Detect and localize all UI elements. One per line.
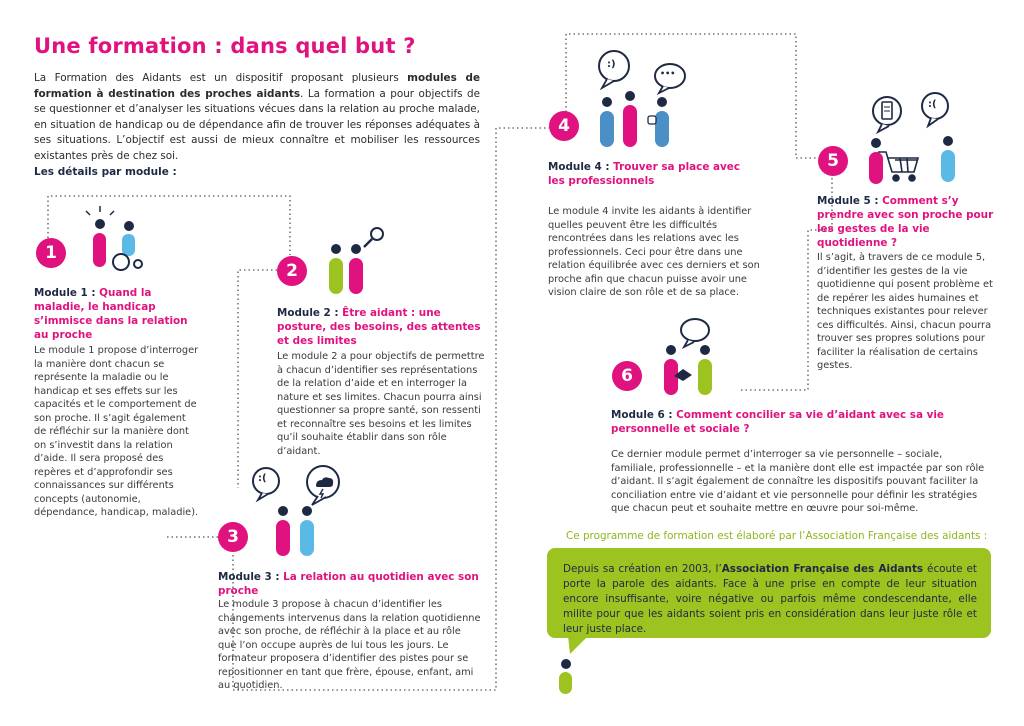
module1-title: Quand la maladie, le handicap s’immisce dans la relation au proche [34,287,188,341]
module5-illustration [869,93,955,184]
aidant-figure [559,636,588,694]
module3-label: Module 3 : [218,571,280,583]
module4-bubble-right-text: ••• [660,69,676,78]
module1-body: Le module 1 propose d’interroger la manière dont chacun se représente la maladie ou le handicap et ses effets sur les capacités et le comportement de son proche. Il s’agit également de réfléchir sur la manière dont on s’investit dans la relation d’aide. Il sera proposé des repères et d’approfondir ses connaissances sur différents concepts (autonomie, dépendance, handicap, maladie). [34,345,199,518]
association-text [563,562,977,637]
module1-number: 1 [36,238,66,268]
intro-text-2: . La formation a pour objectifs de se questionner et d’analyser les situations vécues dans la relation au proche malade, en situation de handicap ou de dépendance afin de trouver les réponses adéquates à ses situations. L’objectif est aussi de mieux connaître et mobiliser les ressources existantes près de chez soi. [34,87,480,162]
module2-title: Être aidant : une posture, des besoins, des attentes et des limites [277,307,481,347]
module6-title: Comment concilier sa vie d’aidant avec sa vie personnelle et sociale ? [611,409,944,435]
module1-heading [34,286,194,342]
module2-body: Le module 2 a pour objectifs de permettre à chacun d’identifier ses représentations de la relation d’aide et en interroger la nature et ses limites. Chacun pourra ainsi questionner sa propre santé, son ressenti et reconnaître ses besoins et les limites qu’il souhaite établir dans son rôle d’aidant. [277,351,485,457]
programme-line: Ce programme de formation est élaboré par l’Association Française des aidants : [566,530,988,542]
module3-heading [218,570,488,598]
module5-title: Comment s’y prendre avec son proche pour les gestes de la vie quotidienne ? [817,195,994,249]
module4-heading [548,160,748,188]
page-title: Une formation : dans quel but ? [34,34,416,58]
module5-bubble-text: :( [928,99,937,110]
module4-title: Trouver sa place avec les professionnels [548,161,740,187]
cart-icon [878,152,918,181]
association-text-2: écoute et porte la parole des aidants. Face à une prise en compte de leur situation encore insuffisante, voire négative ou parfois même condescendante, elle milite pour que les aidants soient pris en considération dans leur juste rôle et leur juste place. [563,563,977,635]
module4-label: Module 4 : [548,161,610,173]
module3-title: La relation au quotidien avec son proche [218,571,479,597]
module6-heading [611,408,981,436]
module4-body: Le module 4 invite les aidants à identifier quelles peuvent être les difficultés rencontrées dans les relations avec les professionnels. Ceci pour être dans une relation équilibrée avec ces derniers et son proche afin que chacun puisse avoir une vision claire de son rôle et de sa place. [548,206,760,298]
module2-illustration [329,228,383,294]
intro-paragraph [34,71,480,165]
module2-number: 2 [277,256,307,286]
module3-bubble-text: :( [258,473,267,484]
intro-bold: modules de formation à destination des proches aidants [34,72,480,100]
association-name: Association Française des Aidants [721,563,924,575]
connector-2-3-upper [238,270,277,488]
association-text-1: Depuis sa création en 2003, l’ [563,563,722,575]
intro-text-1: La Formation des Aidants est un dispositif proposant plusieurs [34,72,408,84]
module3-body: Le module 3 propose à chacun d’identifier les changements intervenus dans la relation quotidienne avec son proche, de réfléchir à la place et au rôle que l’on occupe auprès de lui tous les jours. Le formateur proposera d’identifier des pistes pour se repositionner en tant que frère, épouse, enfant, ami au quotidien. [218,599,481,691]
module1-label: Module 1 : [34,287,96,299]
module5-label: Module 5 : [817,195,879,207]
module5-number: 5 [818,146,848,176]
module6-label: Module 6 : [611,409,673,421]
module3-number: 3 [218,522,248,552]
module4-bubble-left-text: :) [607,59,616,70]
module2-label: Module 2 : [277,307,339,319]
module5-body: Il s’agit, à travers de ce module 5, d’identifier les gestes de la vie quotidienne qui posent problème et de repérer les aides humaines et techniques existantes pour relever ces difficultés. Ainsi, chacun pourra trouver ses propres solutions pour faciliter la réalisation de certains gestes. [817,252,993,371]
module2-heading [277,306,487,348]
details-heading: Les détails par module : [34,166,177,178]
module4-number: 4 [549,111,579,141]
module6-number: 6 [612,361,642,391]
module5-heading [817,194,995,250]
module1-illustration [86,206,142,270]
module6-body: Ce dernier module permet d’interroger sa vie personnelle – sociale, familiale, professionnelle – et la manière dont elle est impactée par son rôle d’aidant. Il s’agit également de connaître les dispositifs pouvant faciliter la conciliation entre vie d’aidant et vie personnelle pour définir les stratégies que chacun peut et souhaite mettre en œuvre pour soi-même. [611,449,985,514]
association-box [547,548,991,638]
connector-1-2 [48,196,290,255]
module6-illustration [664,319,712,395]
